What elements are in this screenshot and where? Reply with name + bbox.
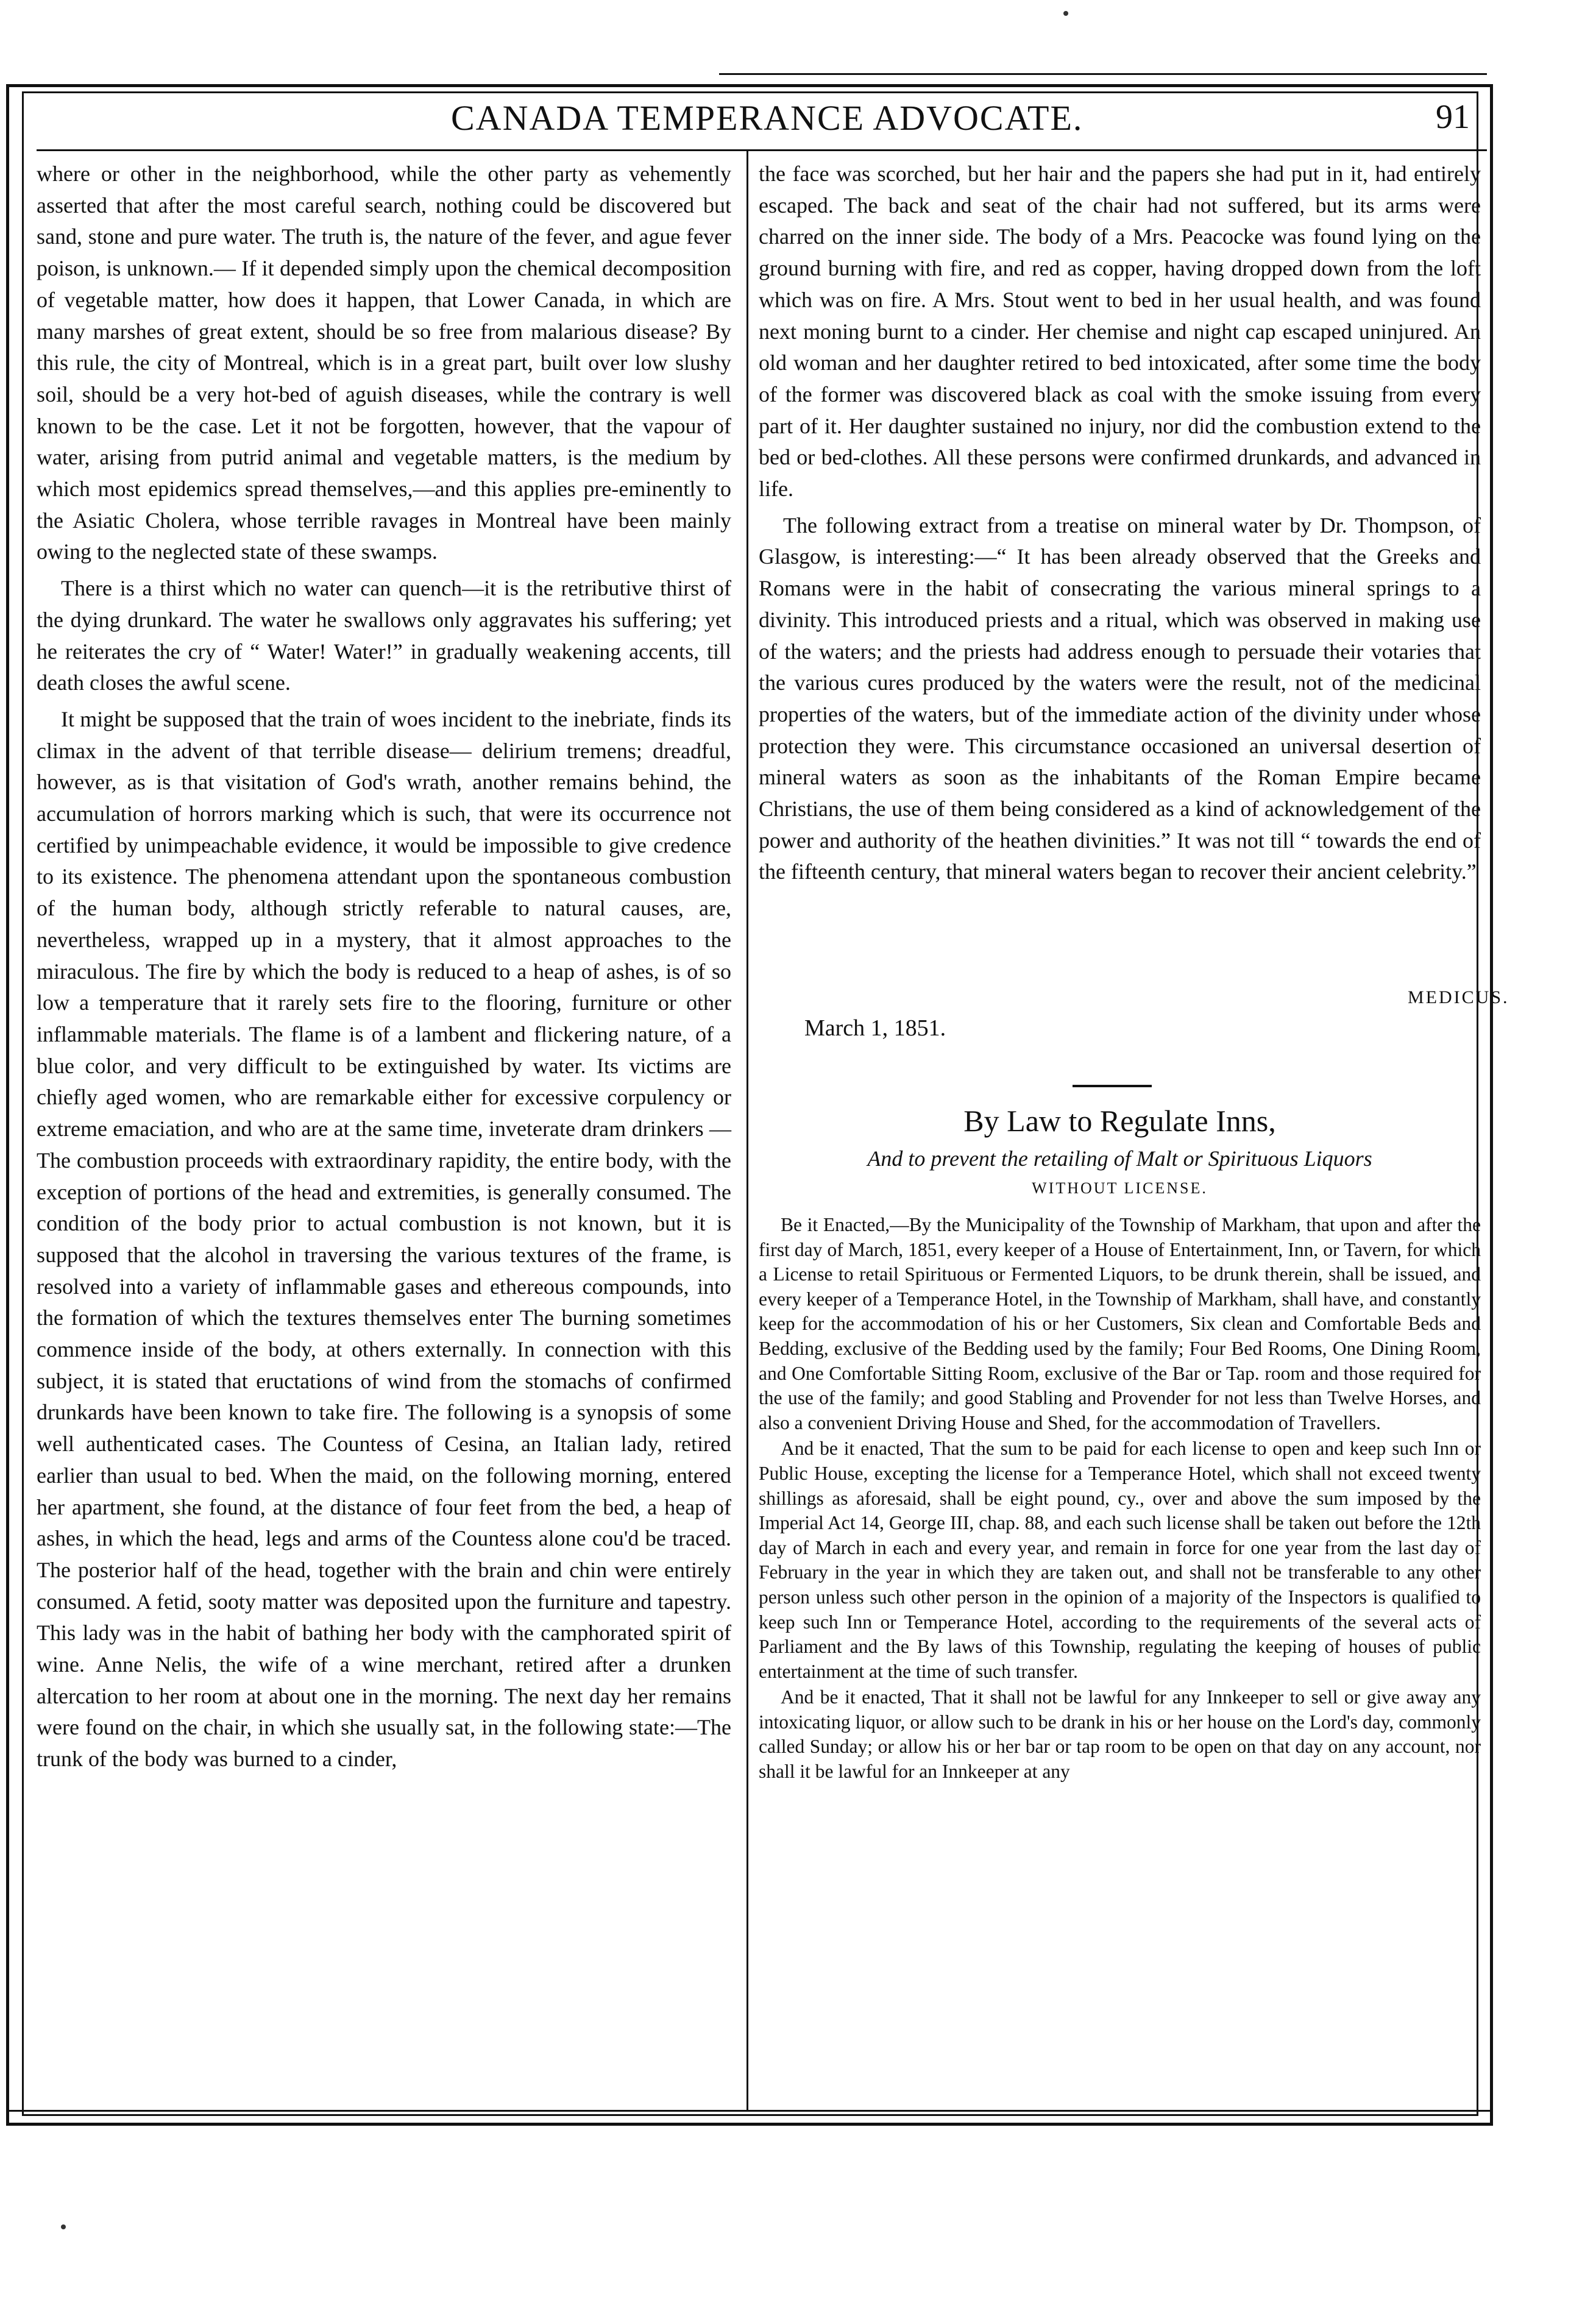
print-speck — [1063, 11, 1068, 16]
bylaw-paragraph: And be it enacted, That it shall not be lawful for any Innkeeper to sell or give away any intoxicating liquor, or allow such to be drank in his or her house on the Lord's day, commonly called Sunday; or allow his or her bar or tap room to be open on that day on any account, nor shall it be lawful for an Innkeeper at any — [759, 1686, 1481, 1783]
top-rule — [719, 73, 1487, 75]
bylaw-text — [759, 1213, 1481, 1786]
bylaw-paragraph: And be it enacted, That the sum to be paid for each license to open and keep such Inn or Public House, excepting the license for a Temperance Hotel, which shall not exceed twenty shillings as aforesaid, shall be eight pound, cy., over and above the sum imposed by the Imperial Act 14, George III, chap. 88, and each such license shall be taken out before the 12th day of March in each and every year, and remain in force for one year from the last day of February in the year in which they are taken out, and shall not be transferable to any other person unless such other person in the opinion of a majority of the Inspectors is qualified to keep such Inn or Temperance Hotel, according to the requirements of the several acts of Parliament and the By laws of this Township, regulating the keeping of houses of public entertainment at the time of such transfer. — [759, 1438, 1481, 1682]
article-paragraph: the face was scorched, but her hair and the papers she had put in it, had entirely escaped. The back and seat of the chair had not suffered, but its arms were charred on the inner side. The body of a Mrs. Peacocke was found lying on the ground burning with fire, and red as copper, having dropped down from the loft which was on fire. A Mrs. Stout went to bed in her usual health, and was found next moning burnt to a cinder. Her chemise and night cap escaped uninjured. An old woman and her daughter retired to bed intoxicated, after some time the body of the former was discovered black as coal with the smoke issuing from every part of it. Her daughter sustained no injury, nor did the combustion extend to the bed or bed-clothes. All these persons were confirmed drunkards, and advanced in life. — [759, 162, 1481, 502]
page-header — [37, 91, 1475, 152]
right-column-article — [759, 158, 1481, 893]
bylaw-subheading-caps: WITHOUT LICENSE. — [1032, 1179, 1208, 1197]
article-paragraph: It might be supposed that the train of woes incident to the inebriate, finds its climax in the advent of that terrible disease— delirium tremens; dreadful, however, as is that visitation of God's wrath, another remains behind, the accumulation of horrors marking which is such, that were its occurrence not certified by unimpeachable evidence, it would be impossible to give credence to its existence. The phenomena attendant upon the spontaneous combustion of the human body, although strictly referable to natural causes, are, nevertheless, wrapped up in a mystery, that it almost approaches to the miraculous. The fire by which the body is reduced to a heap of ashes, is of so low a temperature that it rarely sets fire to the flooring, furniture or other inflammable materials. The flame is of a lambent and flickering nature, of a blue color, and very difficult to be extinguished by water. Its victims are chiefly aged women, who are remarkable either for excessive corpulency or extreme emaciation, and who are at the same time, inveterate dram drinkers — The combustion proceeds with extraordinary rapidity, the entire body, with the exception of portions of the head and extremities, is generally consumed. The condition of the body prior to actual combustion is not known, but it is supposed that the alcohol in traversing the various textures of the frame, is resolved into a variety of inflammable gases and ethereous compounds, into the formation of which the textures themselves enter The burning sometimes commence inside of the body, at others externally. In connection with this subject, it is stated that eructations of wind from the stomachs of confirmed drunkards have been known to take fire. The following is a synopsis of some well authenticated cases. The Countess of Cesina, an Italian lady, retired earlier than usual to bed. When the maid, on the following morning, entered her apartment, she found, at the distance of four feet from the bed, a heap of ashes, in which the head, legs and arms of the Countess alone cou'd be traced. The posterior half of the head, together with the brain and chin were entirely consumed. A fetid, sooty matter was deposited upon the furniture and tapestry. This lady was in the habit of bathing her body with the camphorated spirit of wine. Anne Nelis, the wife of a wine merchant, retired after a drunken altercation to her room at about one in the morning. The next day her remains were found on the chair, in which she usually sat, in the following state:—The trunk of the body was burned to a cinder, — [37, 706, 731, 1772]
article-paragraph: There is a thirst which no water can quench—it is the retributive thirst of the dying drunkard. The water he swallows only aggravates his suffering; yet he reiterates the cry of “ Water! Water!” in gradually weakening accents, till death closes the awful scene. — [37, 576, 731, 695]
page-number: 91 — [1436, 98, 1470, 136]
author-signature: MEDICUS. — [1408, 987, 1509, 1007]
bylaw-heading: By Law to Regulate Inns, — [963, 1104, 1276, 1138]
print-speck — [61, 2224, 66, 2229]
section-rule — [1073, 1085, 1152, 1087]
bottom-rule — [6, 2110, 1493, 2112]
article-paragraph: The following extract from a treatise on mineral water by Dr. Thompson, of Glasgow, is interesting:—“ It has been already observed that the Greeks and Romans were in the habit of consecrating the various mineral springs to a divinity. This introduced priests and a ritual, which was observed in making use of the waters; and the priests had address enough to persuade their votaries that the various cures produced by the waters were the result, not of the medicinal properties of the waters, but of the immediate action of the divinity under whose protection they were. This circumstance occasioned an universal desertion of mineral waters as soon as the inhabitants of the Roman Empire became Christians, the use of them being considered as a kind of acknowledgement of the power and authority of the heathen divinities.” It was not till “ towards the end of the fifteenth century, that mineral waters began to recover their ancient celebrity.” — [759, 513, 1481, 884]
header-rule — [37, 149, 1487, 151]
left-column — [37, 158, 731, 1780]
masthead-title: CANADA TEMPERANCE ADVOCATE. — [451, 98, 1084, 138]
article-date: March 1, 1851. — [804, 1015, 946, 1041]
bylaw-paragraph: Be it Enacted,—By the Municipality of the Township of Markham, that upon and after the first day of March, 1851, every keeper of a House of Entertainment, Inn, or Tavern, for which a License to retail Spirituous or Fermented Liquors, to be drunk therein, shall be issued, and every keeper of a Temperance Hotel, in the Township of Markham, shall have, and constantly keep for the accommodation of his or her Customers, Six clean and Comfortable Beds and Bedding, exclusive of the Bedding used by the family; Four Bed Rooms, One Dining Room, and One Comfortable Sitting Room, exclusive of the Bar or Tap. room and those required for the use of the family; and good Stabling and Provender for not less than Twelve Horses, and also a convenient Driving House and Shed, for the accommodation of Travellers. — [759, 1214, 1481, 1433]
bylaw-subheading: And to prevent the retailing of Malt or Spirituous Liquors — [867, 1146, 1372, 1171]
column-divider — [747, 149, 748, 2112]
article-paragraph: where or other in the neighborhood, while the other party as vehemently asserted that after the most careful search, nothing could be discovered but sand, stone and pure water. The truth is, the nature of the fever, and ague fever poison, is unknown.— If it depended simply upon the chemical decomposition of vegetable matter, how does it happen, that Lower Canada, in which are many marshes of great extent, should be so free from malarious disease? By this rule, the city of Montreal, which is in a great part, built over low slushy soil, should be a very hot-bed of aguish diseases, while the contrary is well known to be the case. Let it not be forgotten, however, that the vapour of water, arising from putrid animal and vegetable matters, is the medium by which most epidemics spread themselves,—and this applies pre-eminently to the Asiatic Cholera, whose terrible ravages in Montreal have been mainly owing to the neglected state of these swamps. — [37, 162, 731, 564]
